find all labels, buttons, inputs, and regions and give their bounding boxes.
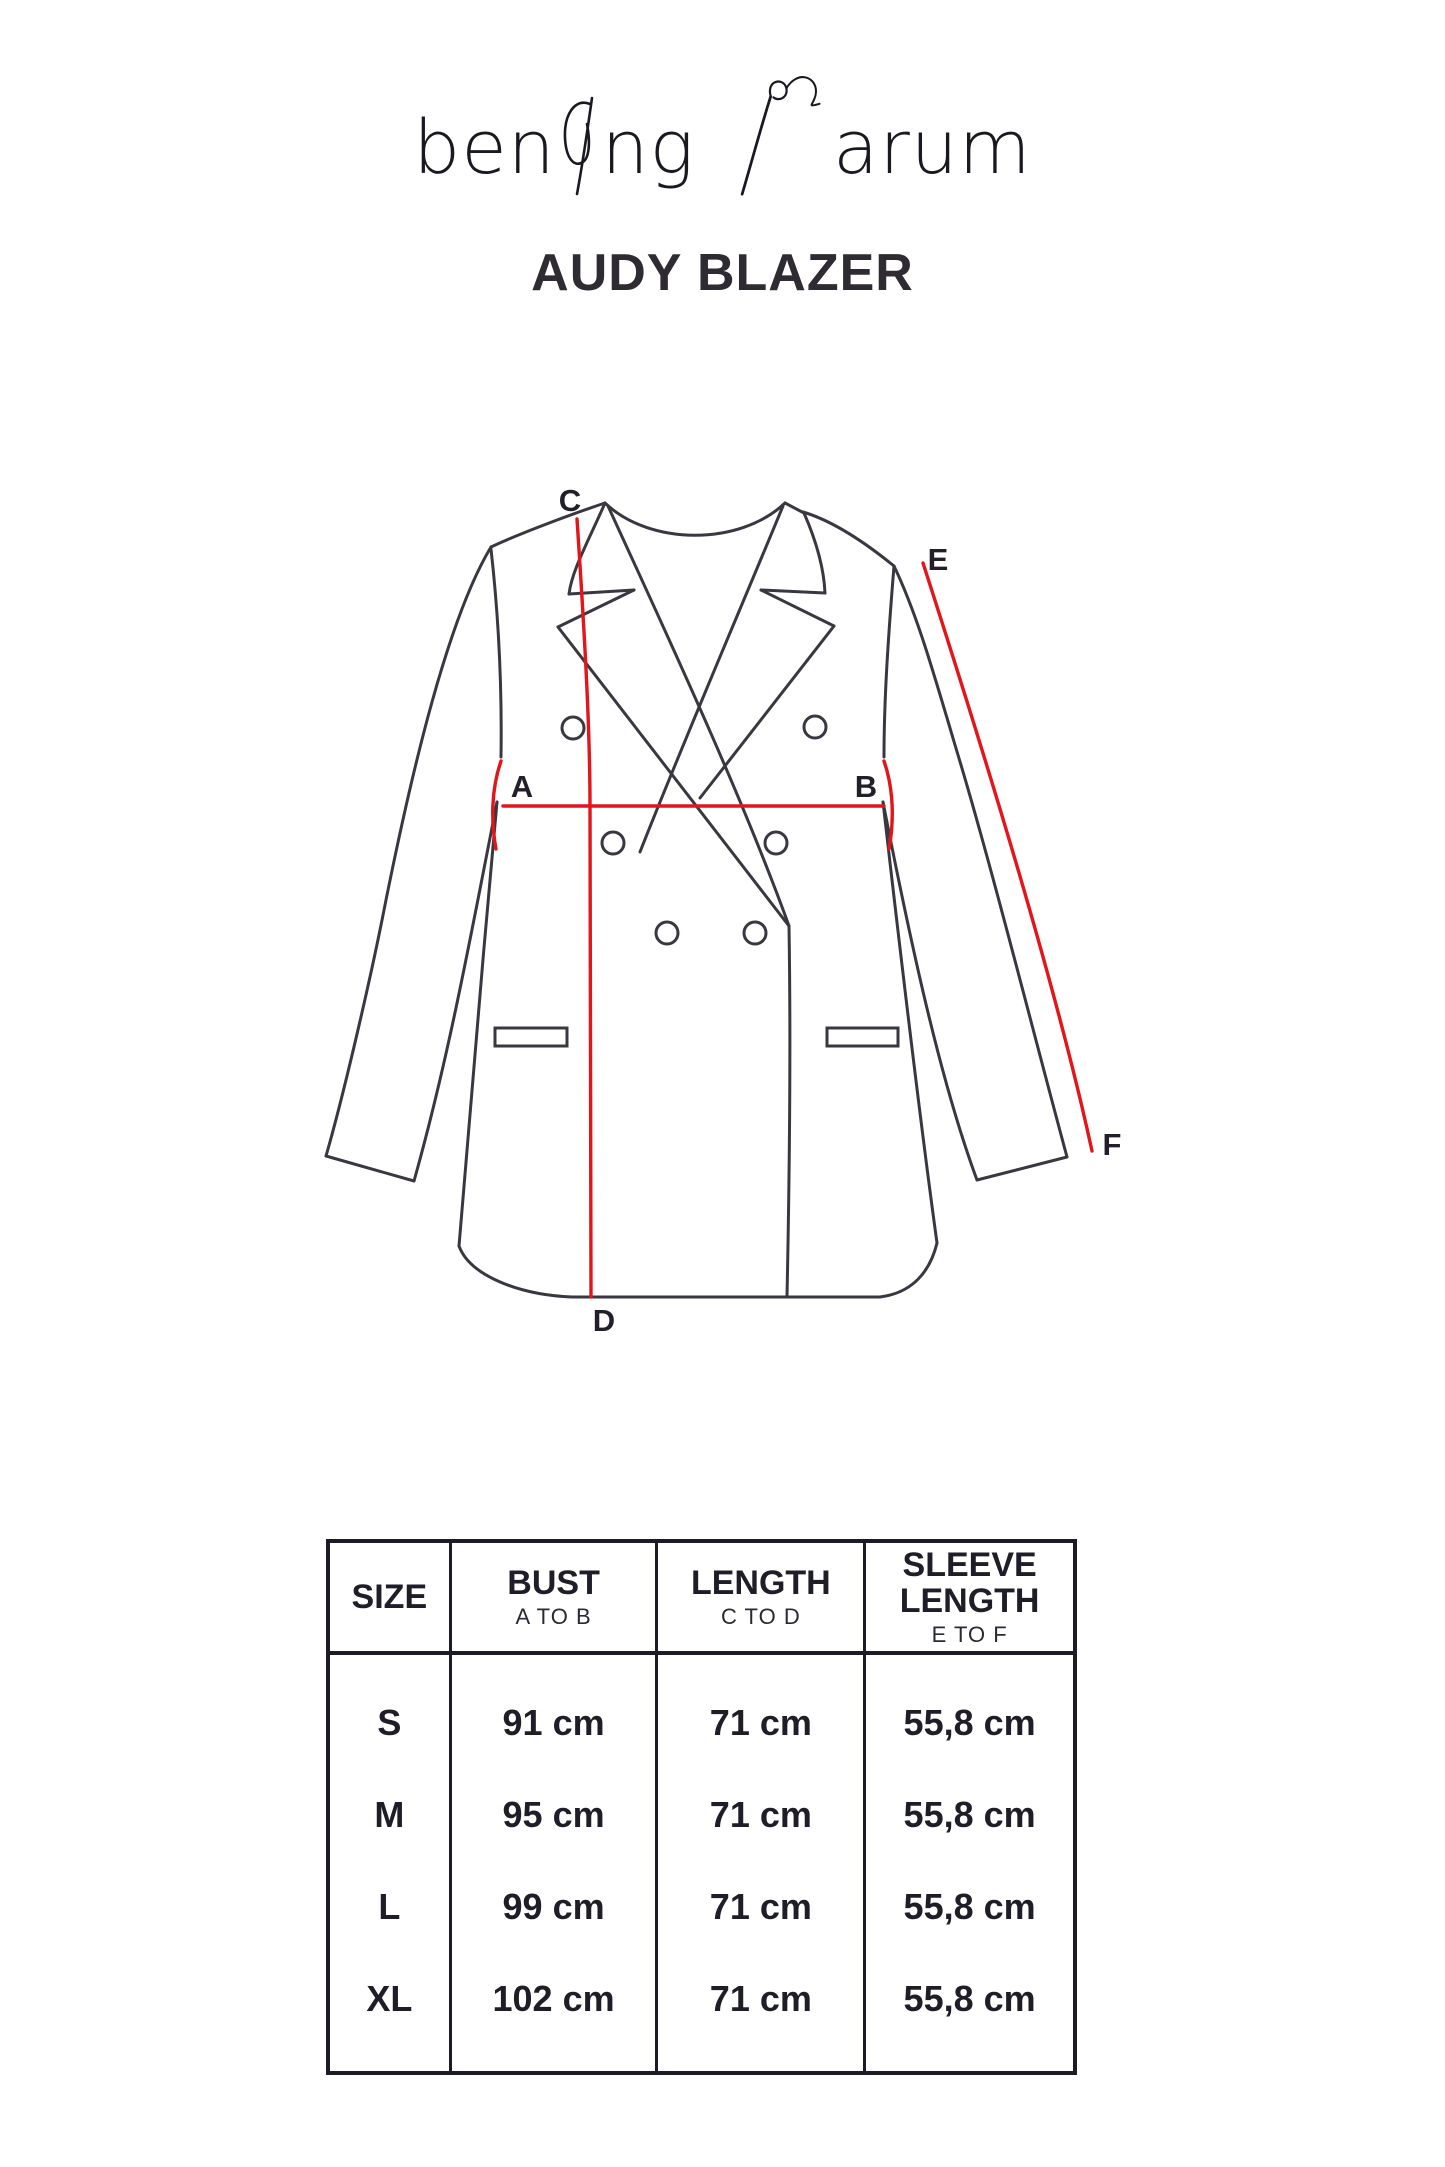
button-icon: [602, 832, 624, 854]
sleeve-length-value: 55,8 cm: [903, 1794, 1036, 1835]
size-chart-header: [330, 1543, 1073, 1655]
measure-line-length: [577, 519, 591, 1297]
button-icon: [562, 717, 584, 739]
label-c: C: [558, 483, 582, 518]
pocket-flap: [827, 1028, 898, 1046]
button-icon: [656, 922, 678, 944]
needle-icon: [557, 96, 601, 196]
length-column: [658, 1655, 866, 2071]
length-value: 71 cm: [709, 1886, 812, 1927]
product-title: AUDY BLAZER: [531, 244, 914, 302]
logo-text-part2: ng: [601, 105, 695, 191]
label-e: E: [927, 542, 949, 577]
needle-thread-icon: [729, 78, 829, 196]
length-value: 71 cm: [709, 1978, 812, 2019]
blazer-outline: [326, 503, 1067, 1297]
col-header-length: LENGTH C TO D: [658, 1543, 866, 1651]
length-value: 71 cm: [709, 1702, 812, 1743]
sleeve-length-value: 55,8 cm: [903, 1886, 1036, 1927]
size-chart-table: [326, 1539, 1077, 2075]
size-value: M: [374, 1794, 405, 1835]
col-header-bust: BUST A TO B: [452, 1543, 659, 1651]
size-column: [330, 1655, 452, 2071]
label-b: B: [854, 769, 878, 804]
blazer-measurement-diagram: [280, 340, 1140, 1350]
size-value: XL: [366, 1978, 413, 2019]
label-f: F: [1102, 1127, 1122, 1162]
size-chart-body: [330, 1655, 1073, 2071]
button-icon: [765, 832, 787, 854]
bust-value: 91 cm: [502, 1702, 605, 1743]
pocket-flap: [495, 1028, 567, 1046]
brand-logo: [0, 86, 1445, 196]
measure-line-sleeve: [923, 563, 1092, 1151]
size-value: L: [378, 1886, 401, 1927]
bust-value: 102 cm: [492, 1978, 615, 2019]
bust-value: 99 cm: [502, 1886, 605, 1927]
sleeve-length-column: [866, 1655, 1073, 2071]
logo-text-part3: arum: [832, 105, 1032, 191]
label-d: D: [592, 1303, 616, 1338]
col-header-size: SIZE: [330, 1543, 452, 1651]
label-a: A: [510, 769, 534, 804]
bust-value: 95 cm: [502, 1794, 605, 1835]
bust-column: [452, 1655, 659, 2071]
logo-text-part1: ben: [413, 105, 556, 191]
button-icon: [804, 716, 826, 738]
col-header-sleeve-length: SLEEVE LENGTH E TO F: [899, 1545, 1040, 1647]
button-icon: [744, 922, 766, 944]
sleeve-length-value: 55,8 cm: [903, 1702, 1036, 1743]
length-value: 71 cm: [709, 1794, 812, 1835]
sleeve-length-value: 55,8 cm: [903, 1978, 1036, 2019]
size-value: S: [377, 1702, 402, 1743]
